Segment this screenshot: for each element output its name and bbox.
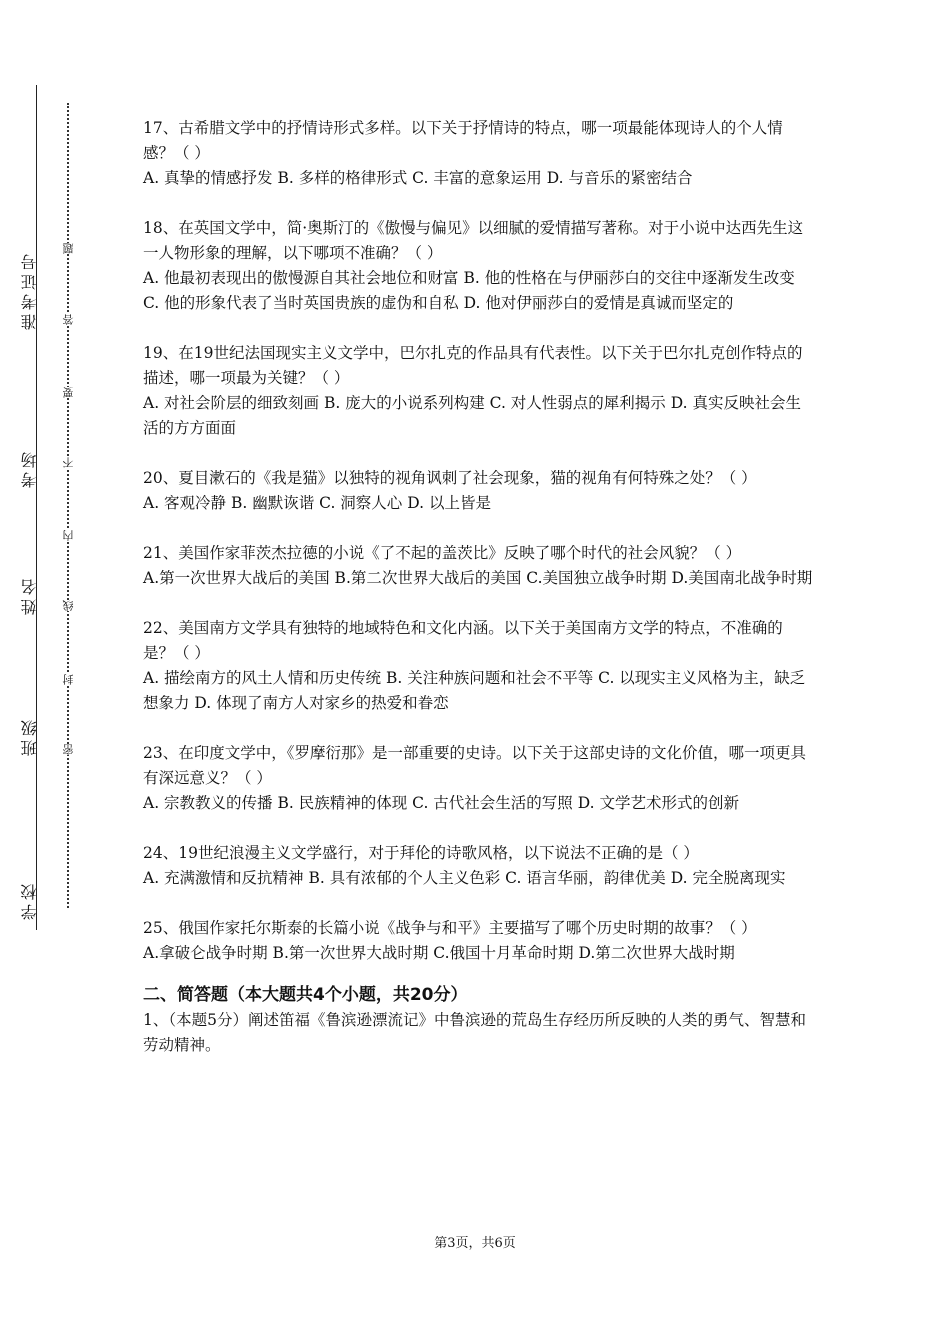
question-options: A. 充满激情和反抗精神 B. 具有浓郁的个人主义色彩 C. 语言华丽，韵律优美 D. 完全脱离现实 bbox=[143, 869, 786, 887]
question-options: A.第一次世界大战后的美国 B.第二次世界大战后的美国 C.美国独立战争时期 D.美国南北战争时期 bbox=[143, 569, 813, 587]
short-answer-text: 1、（本题5分）阐述笛福《鲁滨逊漂流记》中鲁滨逊的荒岛生存经历所反映的人类的勇气、智慧和劳动精神。 bbox=[143, 1011, 806, 1054]
question-23 bbox=[143, 741, 813, 816]
question-22 bbox=[143, 616, 813, 716]
seal-char-bu: 不 bbox=[62, 457, 75, 468]
question-options: A. 对社会阶层的细致刻画 B. 庞大的小说系列构建 C. 对人性弱点的犀利揭示 D. 真实反映社会生活的方方面面 bbox=[143, 394, 801, 437]
section-2-title: 二、简答题（本大题共4个小题，共20分） bbox=[143, 985, 468, 1005]
short-answer-1 bbox=[143, 1008, 813, 1058]
question-25 bbox=[143, 916, 813, 966]
label-class: 班级 bbox=[20, 716, 39, 756]
label-exam-room: 考场 bbox=[20, 448, 39, 488]
question-stem: 17、古希腊文学中的抒情诗形式多样。以下关于抒情诗的特点，哪一项最能体现诗人的个人情感？（ ） bbox=[143, 119, 783, 162]
seal-char-yao: 要 bbox=[62, 387, 75, 398]
binding-solid-line bbox=[36, 85, 37, 930]
question-21 bbox=[143, 541, 813, 591]
question-20 bbox=[143, 466, 813, 516]
question-stem: 20、夏目漱石的《我是猫》以独特的视角讽刺了社会现象，猫的视角有何特殊之处？（ ） bbox=[143, 469, 757, 487]
question-stem: 24、19世纪浪漫主义文学盛行，对于拜伦的诗歌风格，以下说法不正确的是（ ） bbox=[143, 844, 699, 862]
seal-char-ti: 题 bbox=[62, 243, 75, 254]
seal-char-mi: 密 bbox=[62, 744, 75, 755]
question-stem: 18、在英国文学中，简·奥斯汀的《傲慢与偏见》以细腻的爱情描写著称。对于小说中达西先生这一人物形象的理解，以下哪项不准确？（ ） bbox=[143, 219, 804, 262]
question-options: A.拿破仑战争时期 B.第一次世界大战时期 C.俄国十月革命时期 D.第二次世界大战时期 bbox=[143, 944, 735, 962]
question-stem: 22、美国南方文学具有独特的地域特色和文化内涵。以下关于美国南方文学的特点，不准确的是？（ ） bbox=[143, 619, 783, 662]
question-stem: 23、在印度文学中，《罗摩衍那》是一部重要的史诗。以下关于这部史诗的文化价值，哪一项更具有深远意义？（ ） bbox=[143, 744, 806, 787]
seal-char-nei: 内 bbox=[62, 530, 75, 541]
seal-char-xian: 线 bbox=[62, 600, 75, 611]
question-options: A. 宗教教义的传播 B. 民族精神的体现 C. 古代社会生活的写照 D. 文学艺术形式的创新 bbox=[143, 794, 739, 812]
question-stem: 25、俄国作家托尔斯泰的长篇小说《战争与和平》主要描写了哪个历史时期的故事？（ ） bbox=[143, 919, 757, 937]
question-17 bbox=[143, 116, 813, 191]
question-content bbox=[143, 116, 813, 1083]
question-19 bbox=[143, 341, 813, 441]
label-school: 学校 bbox=[20, 880, 39, 920]
question-stem: 21、美国作家菲茨杰拉德的小说《了不起的盖茨比》反映了哪个时代的社会风貌？（ ） bbox=[143, 544, 742, 562]
binding-margin bbox=[0, 0, 110, 1344]
label-name: 姓名 bbox=[20, 575, 39, 615]
page-footer: 第3页，共6页 bbox=[434, 1236, 516, 1251]
question-options: A. 他最初表现出的傲慢源自其社会地位和财富 B. 他的性格在与伊丽莎白的交往中逐渐发生改变 C. 他的形象代表了当时英国贵族的虚伪和自私 D. 他对伊丽莎白的爱情是真诚而坚定的 bbox=[143, 269, 795, 312]
question-24 bbox=[143, 841, 813, 891]
binding-dotted-line bbox=[67, 103, 69, 908]
question-options: A. 描绘南方的风土人情和历史传统 B. 关注种族问题和社会不平等 C. 以现实主义风格为主，缺乏想象力 D. 体现了南方人对家乡的热爱和眷恋 bbox=[143, 669, 806, 712]
question-options: A. 客观冷静 B. 幽默诙谐 C. 洞察人心 D. 以上皆是 bbox=[143, 494, 491, 512]
question-options: A. 真挚的情感抒发 B. 多样的格律形式 C. 丰富的意象运用 D. 与音乐的紧密结合 bbox=[143, 169, 693, 187]
question-stem: 19、在19世纪法国现实主义文学中，巴尔扎克的作品具有代表性。以下关于巴尔扎克创作特点的描述，哪一项最为关键？（ ） bbox=[143, 344, 803, 387]
seal-char-da: 答 bbox=[62, 314, 75, 325]
seal-char-feng: 封 bbox=[62, 674, 75, 685]
question-18 bbox=[143, 216, 813, 316]
label-exam-number: 准考证号 bbox=[20, 250, 39, 330]
